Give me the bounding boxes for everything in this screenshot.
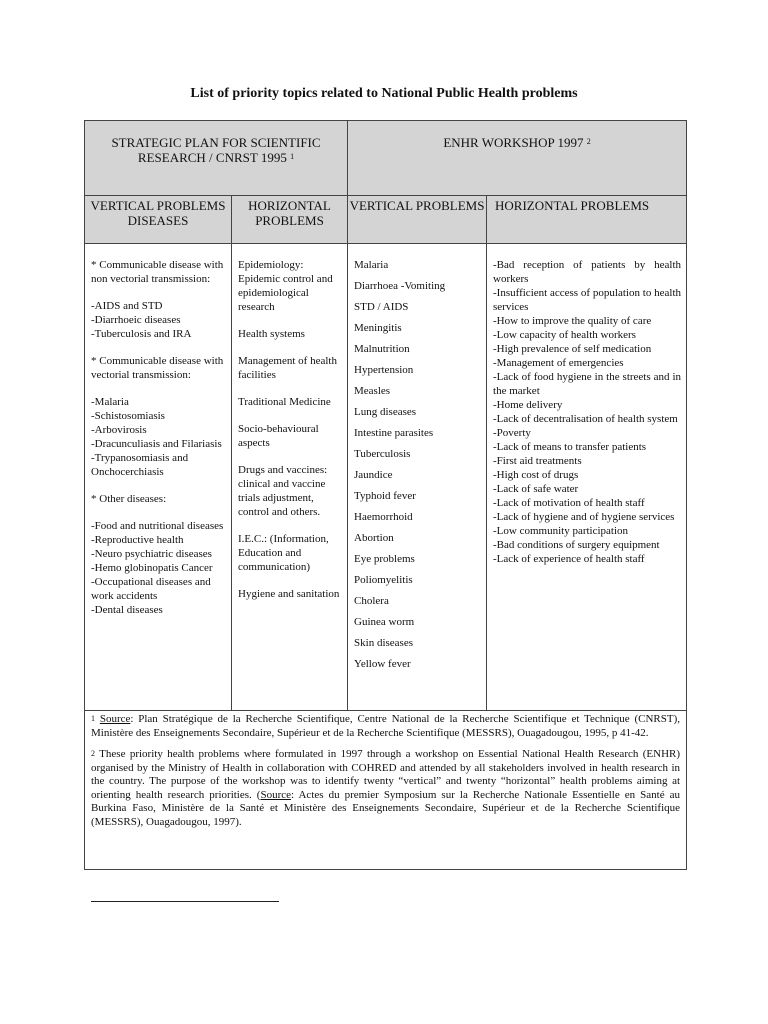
- footnote-2-text: These priority health problems where formulated in 1997 through a workshop on Essential National Health Research (ENHR) organised by the Ministry of Health in collaboration with COHRED and attended by all stakeholders involved in health research in the country. The purpose of the workshop was to identify twenty “vertical” and twenty “horizontal” health problems aiming at orienting health research priorities. (: [91, 748, 681, 801]
- subheader-vertical: VERTICAL PROBLEMS: [348, 196, 487, 244]
- list-item: -Low capacity of health workers: [493, 329, 636, 341]
- list-item: Hypertension: [354, 364, 414, 376]
- list-item: -Food and nutritional diseases: [91, 520, 224, 532]
- list-item: I.E.C.: (Information, Education and communication): [238, 533, 329, 573]
- list-item: Meningitis: [354, 322, 402, 334]
- list-item: -AIDS and STD: [91, 300, 163, 312]
- table-header-row: [85, 121, 687, 196]
- spacer: [238, 341, 342, 354]
- page-title: List of priority topics related to National Public Health problems: [190, 86, 578, 101]
- list-item: Skin diseases: [354, 637, 413, 649]
- list-item: Jaundice: [354, 469, 393, 481]
- list-item: Socio-behavioural aspects: [238, 423, 319, 449]
- spacer: [91, 382, 226, 395]
- spacer: [238, 574, 342, 587]
- footnote-1: [91, 713, 680, 740]
- list-item: -Lack of experience of health staff: [493, 553, 645, 565]
- list-item: -Schistosomiasis: [91, 410, 165, 422]
- list-item: Diarrhoea -Vomiting: [354, 280, 446, 292]
- spacer: [238, 314, 342, 327]
- list-item: STD / AIDS: [354, 301, 409, 313]
- table-subheader-row: [85, 196, 687, 244]
- list-item: * Other diseases:: [91, 493, 167, 505]
- list-item: -Diarrhoeic diseases: [91, 314, 181, 326]
- spacer: [238, 519, 342, 532]
- list-item: -Poverty: [493, 427, 531, 439]
- list-item: Drugs and vaccines: clinical and vaccine trials adjustment, control and others.: [238, 464, 328, 518]
- list-item: -Dracunculiasis and Filariasis: [91, 438, 222, 450]
- list-item: -Dental diseases: [91, 604, 163, 616]
- column-horizontal-2: [487, 244, 687, 711]
- header-strategic-plan: [85, 121, 348, 196]
- footnote-2-tail: : Actes du premier Symposium sur la Recherche Nationale Essentielle en Santé au Burkina Faso, Ministère de la Santé et Ministère des Enseignements Secondaire, Supérieur et de la Recherche Scientifique (MESSRS), Ouagadougou, 1997).: [91, 788, 681, 828]
- subheader-vertical-diseases: VERTICAL PROBLEMS DISEASES: [85, 196, 232, 244]
- header-strategic-plan-text: STRATEGIC PLAN FOR SCIENTIFIC RESEARCH / CNRST 1995: [111, 135, 321, 165]
- list-item: Typhoid fever: [354, 490, 416, 502]
- list-item: Eye problems: [354, 553, 415, 565]
- list-item: -Neuro psychiatric diseases: [91, 548, 212, 560]
- list-item: * Communicable disease with non vectorial transmission:: [91, 259, 224, 285]
- list-item: -First aid treatments: [493, 455, 582, 467]
- spacer: [91, 341, 226, 354]
- column-vertical-diseases: [85, 244, 232, 711]
- priority-topics-table: [84, 120, 687, 870]
- list-item: Malnutrition: [354, 343, 410, 355]
- list-item: Traditional Medicine: [238, 396, 331, 408]
- list-item: * Communicable disease with vectorial transmission:: [91, 355, 224, 381]
- list-item: -Low community participation: [493, 525, 629, 537]
- list-item: -Malaria: [91, 396, 129, 408]
- list-item: -Home delivery: [493, 399, 563, 411]
- list-item: Cholera: [354, 595, 389, 607]
- footnote-1-source-label: Source: [99, 713, 131, 725]
- list-item: -How to improve the quality of care: [493, 315, 652, 327]
- list-item: -Reproductive health: [91, 534, 184, 546]
- list-item: -Lack of decentralisation of health system: [493, 413, 678, 425]
- column-vertical: [348, 244, 487, 711]
- list-item: -Lack of means to transfer patients: [493, 441, 647, 453]
- subheader-horizontal-2: HORIZONTAL PROBLEMS: [487, 196, 687, 244]
- column-horizontal-1: [232, 244, 348, 711]
- spacer: [91, 479, 226, 492]
- footnote-separator: [91, 901, 279, 902]
- footnote-2-number: 2: [91, 749, 95, 758]
- list-item: -Arbovirosis: [91, 424, 147, 436]
- list-item: Management of health facilities: [238, 355, 337, 381]
- list-item: Malaria: [354, 259, 389, 271]
- list-item: -Lack of motivation of health staff: [493, 497, 645, 509]
- subheader-horizontal-1: HORIZONTAL PROBLEMS: [232, 196, 348, 244]
- footnote-ref-2: 2: [586, 137, 591, 146]
- list-item: -Bad conditions of surgery equipment: [493, 539, 660, 551]
- list-item: Hygiene and sanitation: [238, 588, 340, 600]
- list-item: Yellow fever: [354, 658, 411, 670]
- list-item: -Hemo globinopatis Cancer: [91, 562, 213, 574]
- list-item: Haemorrhoid: [354, 511, 413, 523]
- list-item: -Lack of food hygiene in the streets and in the market: [493, 371, 682, 397]
- footnote-2: [91, 748, 680, 829]
- list-item: -High prevalence of self medication: [493, 343, 652, 355]
- list-item: -Trypanosomiasis and Onchocerchiasis: [91, 452, 189, 478]
- header-enhr-workshop-text: ENHR WORKSHOP 1997: [443, 135, 584, 150]
- spacer: [238, 409, 342, 422]
- footnotes-row: [85, 711, 687, 870]
- list-item: -Lack of safe water: [493, 483, 579, 495]
- list-item: -Lack of hygiene and of hygiene services: [493, 511, 675, 523]
- footnotes-cell: [85, 711, 687, 870]
- spacer: [91, 286, 226, 299]
- list-item: Tuberculosis: [354, 448, 411, 460]
- header-enhr-workshop: [348, 121, 687, 196]
- list-item: Guinea worm: [354, 616, 415, 628]
- list-item: -Management of emergencies: [493, 357, 624, 369]
- list-item: Abortion: [354, 532, 394, 544]
- list-item: Lung diseases: [354, 406, 417, 418]
- list-item: -Bad reception of patients by health workers: [493, 259, 682, 285]
- list-item: Measles: [354, 385, 391, 397]
- spacer: [238, 450, 342, 463]
- list-item: -Tuberculosis and IRA: [91, 328, 192, 340]
- footnote-2-source-label: Source: [260, 788, 292, 801]
- footnote-1-text: : Plan Stratégique de la Recherche Scientifique, Centre National de la Recherche Scientifique et Technique (CNRST), Ministère des Enseignements Secondaire, Supérieur et de la Recherche Scientifique (MESSRS), Ouagadougou, 1995, p 41-42.: [91, 713, 681, 739]
- list-item: Health systems: [238, 328, 305, 340]
- footnote-1-number: 1: [91, 714, 95, 723]
- list-item: Poliomyelitis: [354, 574, 413, 586]
- footnote-ref-1: 1: [290, 152, 295, 161]
- list-item: Epidemiology: Epidemic control and epidemiological research: [238, 259, 333, 313]
- table-body-row: [85, 244, 687, 711]
- list-item: -High cost of drugs: [493, 469, 579, 481]
- list-item: -Insufficient access of population to health services: [493, 287, 682, 313]
- spacer: [91, 506, 226, 519]
- list-item: Intestine parasites: [354, 427, 434, 439]
- spacer: [238, 382, 342, 395]
- list-item: -Occupational diseases and work accidents: [91, 576, 211, 602]
